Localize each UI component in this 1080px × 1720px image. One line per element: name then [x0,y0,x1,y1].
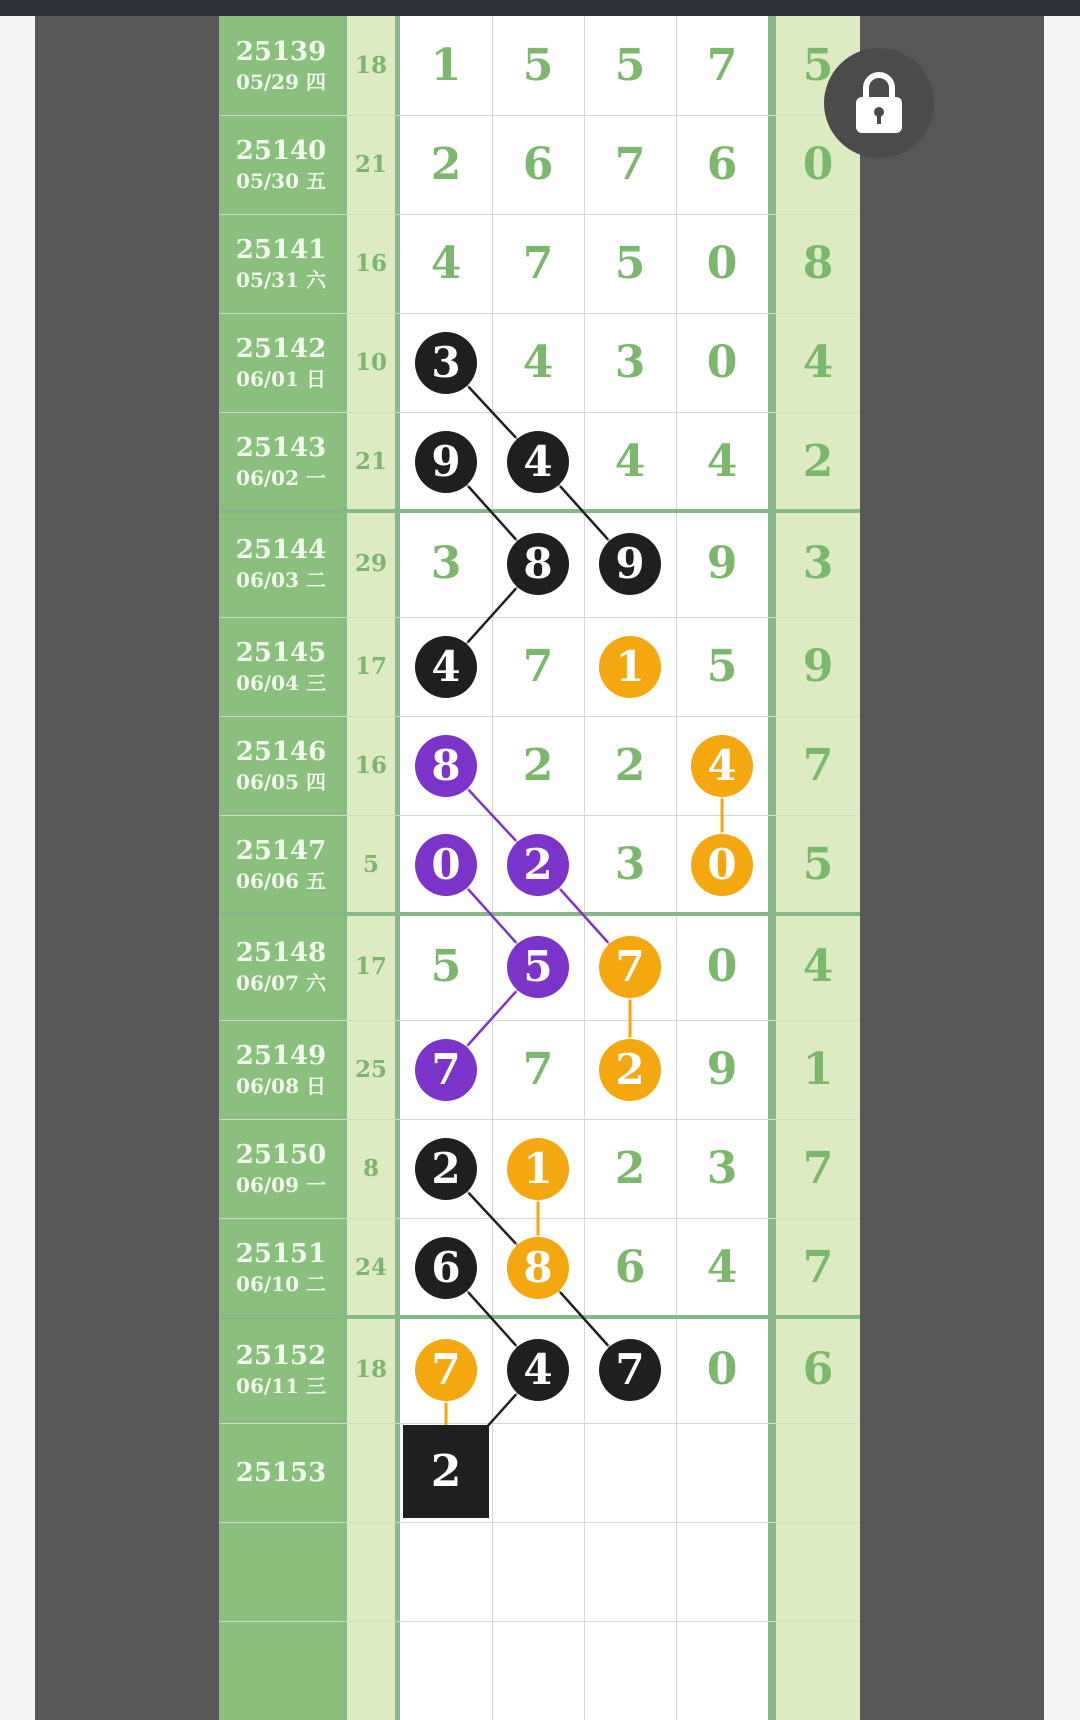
sum-value: 16 [354,751,387,779]
period-number: 25153 [235,1457,327,1488]
period-date: 06/02 一 [236,465,326,490]
digit-ball-orange: 0 [691,834,753,896]
digit-cell: 4 [614,435,646,487]
digit-cell: 3 [614,838,646,890]
digit-ball-black: 4 [415,636,477,698]
digit-cell: 3 [706,1142,738,1194]
last-digit-cell: 7 [802,1142,834,1194]
digit-ball-purple: 8 [415,735,477,797]
prediction-cell: 2 [403,1425,489,1518]
digit-ball-orange: 7 [415,1339,477,1401]
sum-value: 29 [354,550,387,577]
last-digit-cell: 6 [802,1344,834,1395]
digit-cell: 5 [614,39,646,91]
period-number: 25149 [235,1040,327,1071]
lock-icon [824,48,934,158]
last-digit-cell: 8 [802,237,834,289]
digit-ball-orange: 7 [599,936,661,998]
last-digit-cell: 4 [802,941,834,992]
digit-cell: 1 [430,39,462,91]
last-digit-cell: 7 [802,739,834,791]
period-number: 25140 [235,135,327,166]
last-digit-cell: 5 [802,838,834,890]
digit-cell: 4 [706,1241,738,1293]
sum-value: 16 [354,249,387,277]
digit-ball-black: 7 [599,1339,661,1401]
sum-value: 17 [354,953,387,980]
period-number: 25141 [235,234,327,265]
lock-button[interactable] [824,48,934,158]
period-number: 25150 [235,1139,327,1170]
status-bar [0,0,1080,16]
period-date: 06/05 四 [236,769,326,794]
period-date: 06/07 六 [236,971,326,995]
period-number: 25147 [235,835,327,866]
trend-board [219,16,860,1720]
digit-cell: 7 [522,640,554,692]
digit-cell: 5 [614,237,646,289]
last-digit-cell: 1 [802,1043,834,1095]
digit-cell: 7 [614,138,646,190]
digit-ball-purple: 7 [415,1039,477,1101]
digit-ball-orange: 1 [507,1138,569,1200]
digit-ball-black: 9 [599,533,661,595]
period-number: 25146 [235,736,327,767]
period-date: 06/01 日 [236,366,326,391]
digit-cell: 0 [706,237,738,289]
sum-value: 21 [354,150,387,178]
digit-ball-black: 8 [507,533,569,595]
last-digit-cell: 5 [802,39,834,91]
digit-cell: 5 [522,39,554,91]
digit-ball-black: 9 [415,431,477,493]
digit-cell: 2 [430,138,462,190]
sum-value: 17 [354,652,387,680]
digit-cell: 5 [430,941,462,992]
digit-cell: 6 [706,138,738,190]
period-number: 25142 [235,333,327,364]
digit-ball-orange: 4 [691,735,753,797]
period-number: 25148 [235,938,327,968]
sum-value: 10 [354,348,387,376]
digit-ball-black: 4 [507,1339,569,1401]
period-date: 06/06 五 [236,868,326,893]
digit-ball-orange: 1 [599,636,661,698]
sum-value: 5 [362,850,379,878]
period-date: 06/09 一 [236,1172,326,1197]
period-number: 25152 [235,1341,327,1371]
digit-cell: 2 [614,739,646,791]
digit-ball-purple: 2 [507,834,569,896]
digit-cell: 3 [430,538,462,589]
period-date: 06/04 三 [236,670,326,695]
digit-cell: 6 [522,138,554,190]
digit-cell: 4 [706,435,738,487]
period-date: 05/30 五 [236,168,326,193]
last-digit-cell: 3 [802,538,834,589]
digit-ball-orange: 8 [507,1237,569,1299]
sum-value: 24 [354,1253,387,1281]
last-digit-cell: 4 [802,336,834,388]
last-digit-cell: 7 [802,1241,834,1293]
period-date: 05/29 四 [236,69,326,94]
digit-cell: 0 [706,1344,738,1395]
digit-cell: 4 [430,237,462,289]
digit-cell: 5 [706,640,738,692]
digit-cell: 3 [614,336,646,388]
sum-value: 18 [354,51,387,79]
digit-cell: 9 [706,1043,738,1095]
sum-value: 25 [354,1055,387,1083]
digit-cell: 4 [522,336,554,388]
sum-value: 8 [362,1154,379,1182]
period-date: 05/31 六 [236,267,326,292]
digit-cell: 7 [706,39,738,91]
period-date: 06/08 日 [236,1073,326,1098]
digit-cell: 6 [614,1241,646,1293]
digit-cell: 0 [706,941,738,992]
period-number: 25144 [235,535,327,565]
sum-value: 21 [354,447,387,475]
sum-value: 18 [354,1356,387,1383]
digit-cell: 0 [706,336,738,388]
digit-ball-black: 6 [415,1237,477,1299]
period-number: 25139 [235,36,327,67]
period-number: 25151 [235,1238,327,1269]
digit-ball-black: 3 [415,332,477,394]
digit-ball-orange: 2 [599,1039,661,1101]
digit-cell: 7 [522,1043,554,1095]
digit-ball-black: 4 [507,431,569,493]
digit-cell: 2 [614,1142,646,1194]
digit-cell: 9 [706,538,738,589]
digit-cell: 2 [522,739,554,791]
digit-ball-purple: 0 [415,834,477,896]
digit-ball-purple: 5 [507,936,569,998]
digit-cell: 7 [522,237,554,289]
last-digit-cell: 9 [802,640,834,692]
period-number: 25145 [235,637,327,668]
period-date: 06/10 二 [236,1271,326,1296]
last-digit-cell: 2 [802,435,834,487]
period-date: 06/11 三 [236,1374,326,1398]
period-date: 06/03 二 [236,568,326,592]
last-digit-cell: 0 [802,138,834,190]
digit-ball-black: 2 [415,1138,477,1200]
period-number: 25143 [235,432,327,463]
